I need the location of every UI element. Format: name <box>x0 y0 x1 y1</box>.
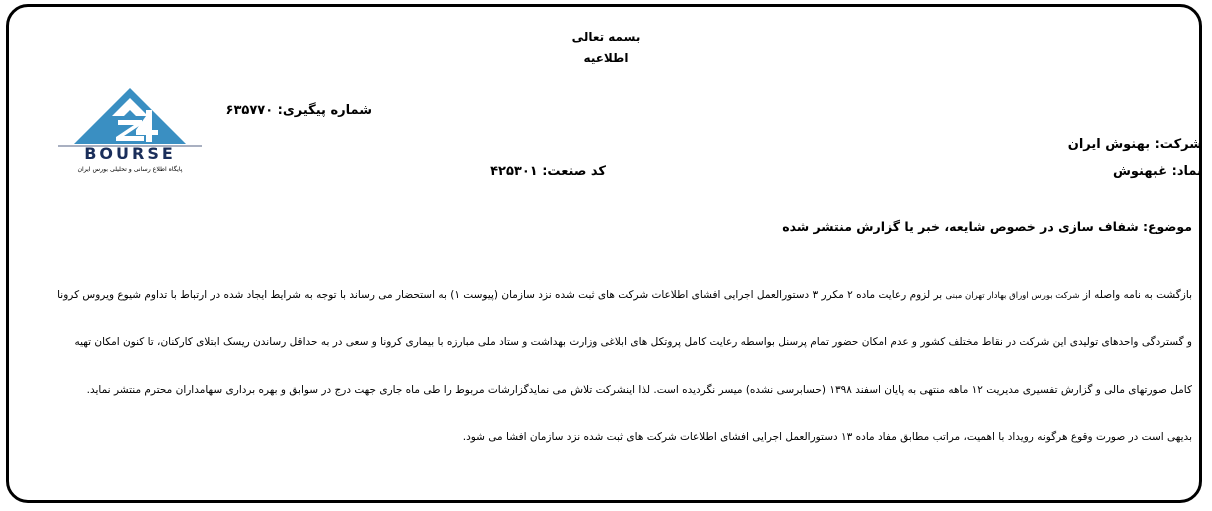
body-line-1-c: بر لزوم رعایت ماده ۲ مکرر ۳ دستورالعمل اجرایی افشای اطلاعات شرکت های ثبت شده نزد سازمان (پیوست ۱) به استحضار می رساند با توجه به شرایط ایجاد شده در ارتباط با تداوم شیوع ویروس کرونا <box>57 289 943 301</box>
body-line-1 <box>57 289 1192 301</box>
body-line-1-b: شرکت بورس اوراق بهادار تهران مبنی <box>945 291 1080 301</box>
subject-line: موضوع: شفاف سازی در خصوص شایعه، خبر یا گزارش منتشر شده <box>782 219 1192 234</box>
body-line-2: و گستردگی واحدهای تولیدی این شرکت در نقاط مختلف کشور و عدم امکان حضور تمام پرسنل بواسطه رعایت کامل پروتکل های ابلاغی وزارت بهداشت و ستاد ملی مبارزه با بیماری کرونا و سعی در به حداقل رساندن ریسک ابتلای کارکنان، تا کنون امکان تهیه <box>74 336 1192 348</box>
bismillah-heading: بسمه تعالی <box>571 30 641 44</box>
body-line-3: کامل صورتهای مالی و گزارش تفسیری مدیریت ۱۲ ماهه منتهی به پایان اسفند ۱۳۹۸ (حسابرسی نشده) میسر نگردیده است. لذا اینشرکت تلاش می نمایدگزارشات مربوط را طی ماه جاری جهت درج در سوابق و بهره برداری سهامداران محترم منتشر نماید. <box>86 384 1192 396</box>
notice-title: اطلاعیه <box>583 51 629 65</box>
logo-wordmark: BOURSE <box>84 144 176 163</box>
bourse-logo-mark <box>56 86 204 176</box>
company-name: شرکت: بهنوش ایران <box>1067 137 1202 152</box>
tracking-number: شماره پیگیری: ۶۳۵۷۷۰ <box>225 103 372 118</box>
industry-code: کد صنعت: ۴۲۵۳۰۱ <box>490 164 606 179</box>
logo-caption: پایگاه اطلاع رسانی و تحلیلی بورس ایران <box>77 166 183 173</box>
body-line-1-a: بازگشت به نامه واصله از <box>1082 289 1192 301</box>
document-frame <box>6 4 1202 503</box>
bourse-logo <box>56 86 204 176</box>
body-line-4: بدیهی است در صورت وقوع هرگونه رویداد با اهمیت، مراتب مطابق مفاد ماده ۱۳ دستورالعمل اجرایی افشای اطلاعات شرکت های ثبت شده نزد سازمان افشا می شود. <box>462 431 1192 443</box>
ticker-symbol: نماد: غبهنوش <box>1112 164 1202 179</box>
